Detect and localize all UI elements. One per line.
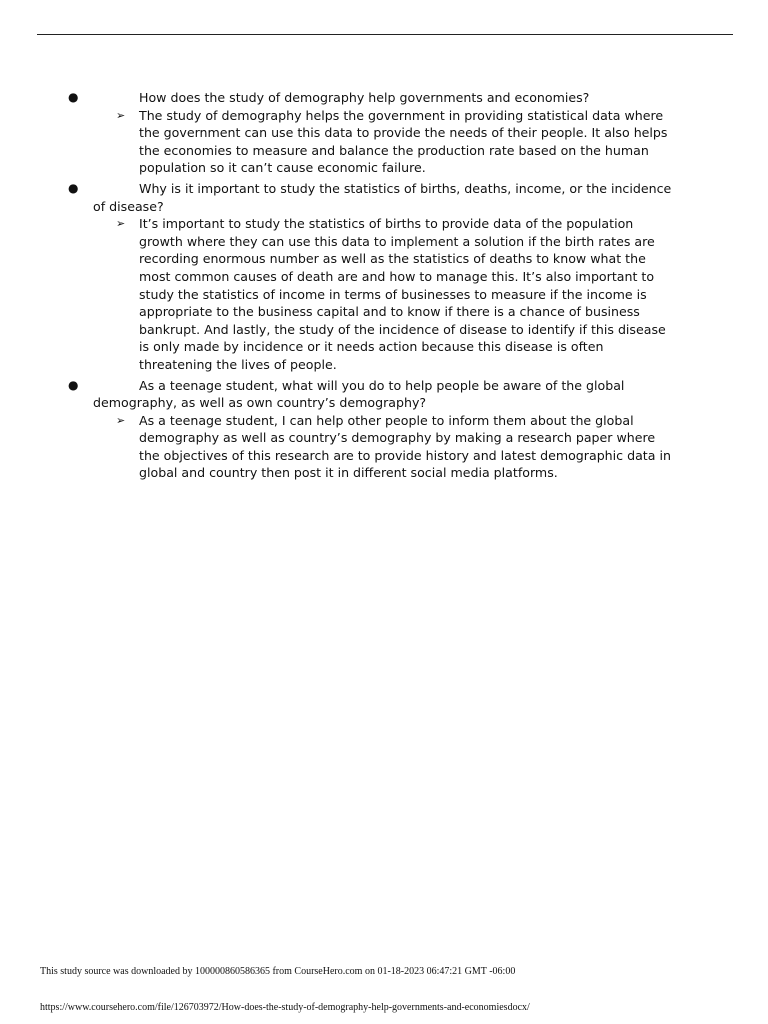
answer-item bbox=[116, 215, 676, 373]
answer-item bbox=[116, 107, 676, 177]
answer-text: As a teenage student, I can help other people to inform them about the global demography as well as country’s demography by making a research paper where the objectives of this research are to provide history and latest demographic data in global and country then post it in different social media platforms. bbox=[139, 412, 671, 481]
question-item bbox=[68, 180, 683, 215]
header-rule bbox=[37, 34, 733, 35]
arrow-bullet-icon: ➢ bbox=[116, 108, 126, 122]
question-text: As a teenage student, what will you do to help people be aware of the global demography, as well as own country’s demography? bbox=[93, 377, 625, 411]
answer-item bbox=[116, 412, 676, 482]
arrow-bullet-icon: ➢ bbox=[116, 413, 126, 427]
bullet-icon: ● bbox=[68, 377, 79, 392]
source-url: https://www.coursehero.com/file/126703972/How-does-the-study-of-demography-help-governments-and-economiesdocx/ bbox=[40, 1002, 530, 1013]
question-text: Why is it important to study the statistics of births, deaths, income, or the incidence of disease? bbox=[93, 180, 672, 214]
document-body bbox=[0, 89, 768, 485]
question-text: How does the study of demography help governments and economies? bbox=[139, 90, 590, 105]
bullet-icon: ● bbox=[68, 90, 79, 104]
answer-text: The study of demography helps the government in providing statistical data where the government can use this data to provide the needs of their people. It also helps the economies to measure and balance the production rate based on the human population so it can’t cause economic failure. bbox=[139, 107, 668, 176]
download-source-notice: This study source was downloaded by 100000860586365 from CourseHero.com on 01-18-2023 06:47:21 GMT -06:00 bbox=[40, 966, 516, 977]
answer-text: It’s important to study the statistics of births to provide data of the population growth where they can use this data to implement a solution if the birth rates are recording enormous number as well as the statistics of deaths to know what the most common causes of death are and how to manage this. It’s also important to study the statistics of income in terms of businesses to measure if the income is appropriate to the business capital and to know if there is a chance of business bankrupt. And lastly, the study of the incidence of disease to identify if this disease is only made by incidence or it needs action because this disease is often threatening the lives of people. bbox=[139, 216, 666, 372]
arrow-bullet-icon: ➢ bbox=[116, 217, 126, 231]
question-item bbox=[68, 377, 683, 412]
bullet-icon: ● bbox=[68, 180, 79, 195]
question-item bbox=[68, 89, 683, 107]
